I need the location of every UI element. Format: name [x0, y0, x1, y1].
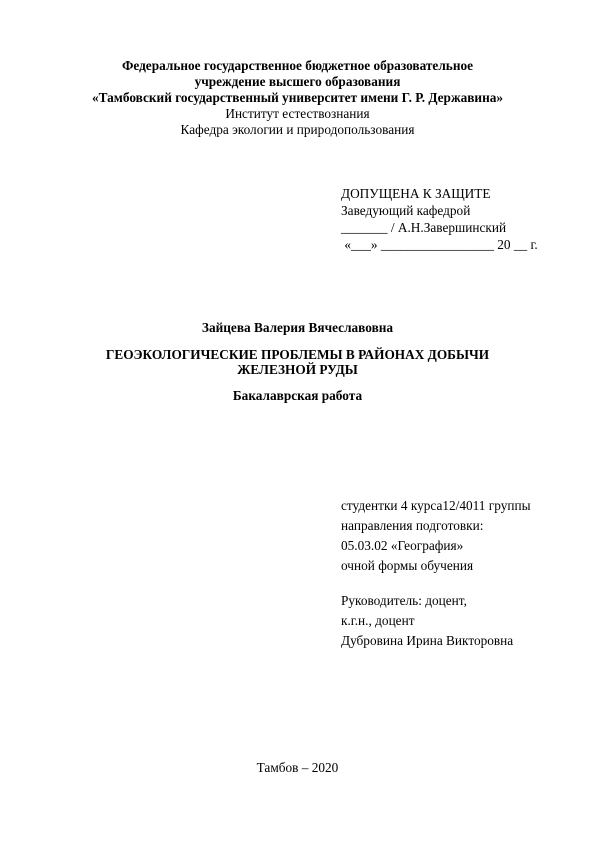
supervisor-line-2: к.г.н., доцент	[341, 613, 415, 628]
header-line-4: Институт естествознания	[225, 106, 370, 121]
student-info-line-2: направления подготовки:	[341, 518, 484, 533]
supervisor-block	[341, 591, 513, 651]
approval-block	[341, 185, 538, 253]
header-line-5: Кафедра экологии и природопользования	[180, 122, 415, 137]
student-info-block	[341, 496, 531, 576]
header-line-1: Федеральное государственное бюджетное образовательное	[121, 58, 474, 73]
header-line-2: учреждение высшего образования	[194, 74, 401, 89]
supervisor-line-3: Дубровина Ирина Викторовна	[341, 633, 514, 648]
work-type: Бакалаврская работа	[232, 388, 363, 403]
approval-line-2: Заведующий кафедрой	[341, 203, 471, 218]
author-name: Зайцева Валерия Вячеславовна	[201, 320, 394, 335]
header-line-3: «Тамбовский государственный университет имени Г. Р. Державина»	[91, 90, 504, 105]
student-info-line-1: студентки 4 курса12/4011 группы	[341, 498, 531, 513]
work-title-line-1: ГЕОЭКОЛОГИЧЕСКИЕ ПРОБЛЕМЫ В РАЙОНАХ ДОБЫЧИ	[105, 347, 490, 362]
approval-line-4: «___» _________________ 20 __ г.	[341, 237, 538, 252]
approval-line-1: ДОПУЩЕНА К ЗАЩИТЕ	[341, 186, 491, 201]
student-info-line-4: очной формы обучения	[341, 558, 474, 573]
city-year: Тамбов – 2020	[256, 760, 339, 775]
student-info-line-3: 05.03.02 «География»	[341, 538, 464, 553]
approval-line-3: _______ / А.Н.Завершинский	[341, 220, 507, 235]
work-title-line-2: ЖЕЛЕЗНОЙ РУДЫ	[237, 362, 358, 377]
supervisor-line-1: Руководитель: доцент,	[341, 593, 467, 608]
